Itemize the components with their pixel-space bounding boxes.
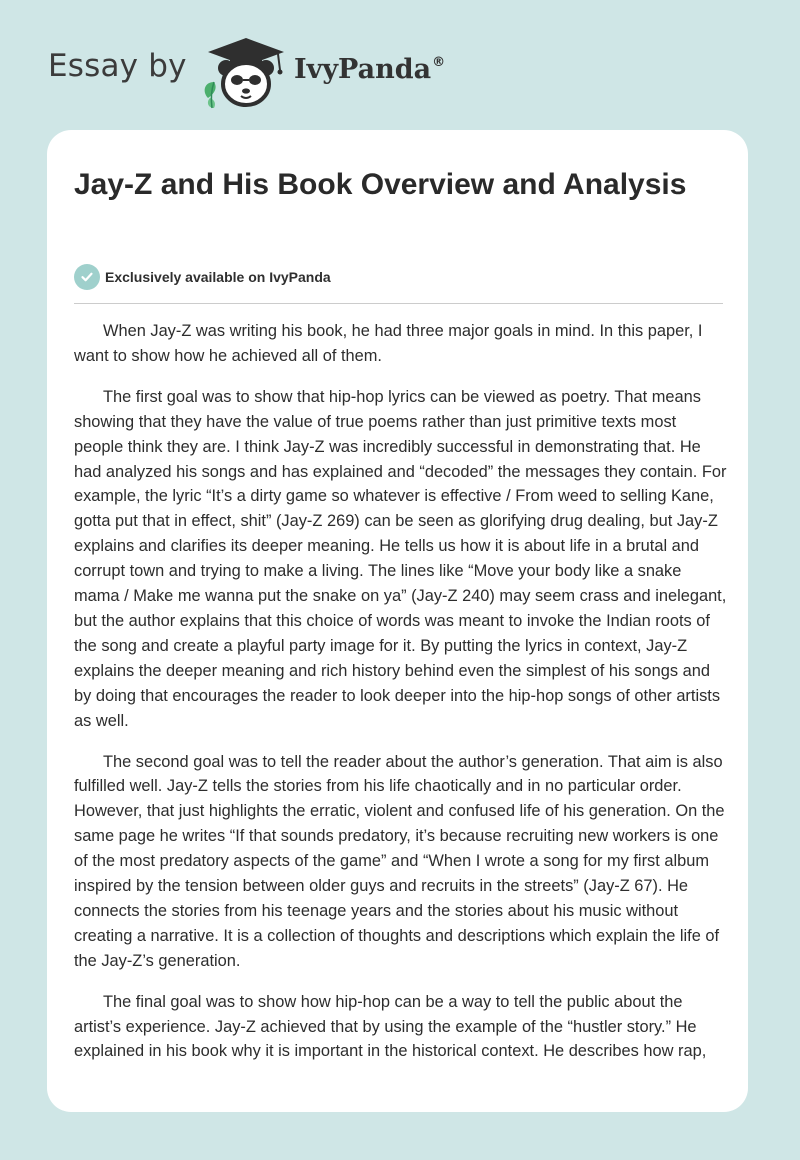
essay-body bbox=[74, 319, 727, 1080]
essay-by-label: Essay by bbox=[48, 48, 187, 84]
essay-card bbox=[47, 130, 748, 1112]
site-header bbox=[0, 0, 800, 120]
paragraph: When Jay-Z was writing his book, he had three major goals in mind. In this paper, I want to show how he achieved all of them. bbox=[74, 322, 703, 365]
brand-name-text: IvyPanda bbox=[294, 54, 432, 85]
ivypanda-logo[interactable] bbox=[200, 36, 292, 110]
paragraph: The final goal was to show how hip-hop can be a way to tell the public about the artist’s experience. Jay-Z achieved that by using the example of the “hustler story.” He explained in his book why it is important in the historical context. He describes how rap, bbox=[74, 992, 707, 1061]
exclusive-badge bbox=[74, 264, 331, 290]
brand-name[interactable] bbox=[294, 54, 445, 85]
paragraph: The first goal was to show that hip-hop lyrics can be viewed as poetry. That means showing that they have the value of true poems rather than just primitive texts most people think they are. I think Jay-Z was incredibly successful in demonstrating that. He had analyzed his songs and has explained and “decoded” the messages they contain. For example, the lyric “It’s a dirty game so whatever is effective / From weed to selling Kane, gotta put that in effect, shit” (Jay-Z 269) can be seen as glorifying drug dealing, but Jay-Z explains and clarifies its deeper meaning. He tells us how it is about life in a brutal and corrupt town and trying to make a living. The lines like “Move your body like a snake mama / Make me wanna put the snake on ya” (Jay-Z 240) may seem crass and inelegant, but the author explains that this choice of words was meant to invoke the Indian roots of the song and create a playful party image for it. By putting the lyrics in context, Jay-Z explains the deeper meaning and rich history behind even the simplest of his songs and by doing that encourages the reader to look deeper into the hip-hop songs of other artists as well. bbox=[74, 387, 727, 730]
essay-title: Jay-Z and His Book Overview and Analysis bbox=[74, 168, 687, 201]
leaf-icon bbox=[205, 82, 216, 108]
registered-mark: ® bbox=[432, 55, 446, 70]
exclusive-label: Exclusively available on IvyPanda bbox=[105, 269, 331, 285]
divider bbox=[74, 303, 723, 304]
panda-face-icon bbox=[218, 60, 274, 105]
check-icon bbox=[74, 264, 100, 290]
paragraph: The second goal was to tell the reader about the author’s generation. That aim is also fulfilled well. Jay-Z tells the stories from his life chaotically and in no particular order. However, that just highlights the erratic, violent and confused life of his generation. On the same page he writes “If that sounds predatory, it’s because recruiting new workers is one of the most predatory aspects of the game” and “When I wrote a song for my first album inspired by the tension between older guys and recruits in the streets” (Jay-Z 67). He connects the stories from his teenage years and the stories about his music without creating a narrative. It is a collection of thoughts and descriptions which explain the life of the Jay-Z’s generation. bbox=[74, 752, 725, 970]
